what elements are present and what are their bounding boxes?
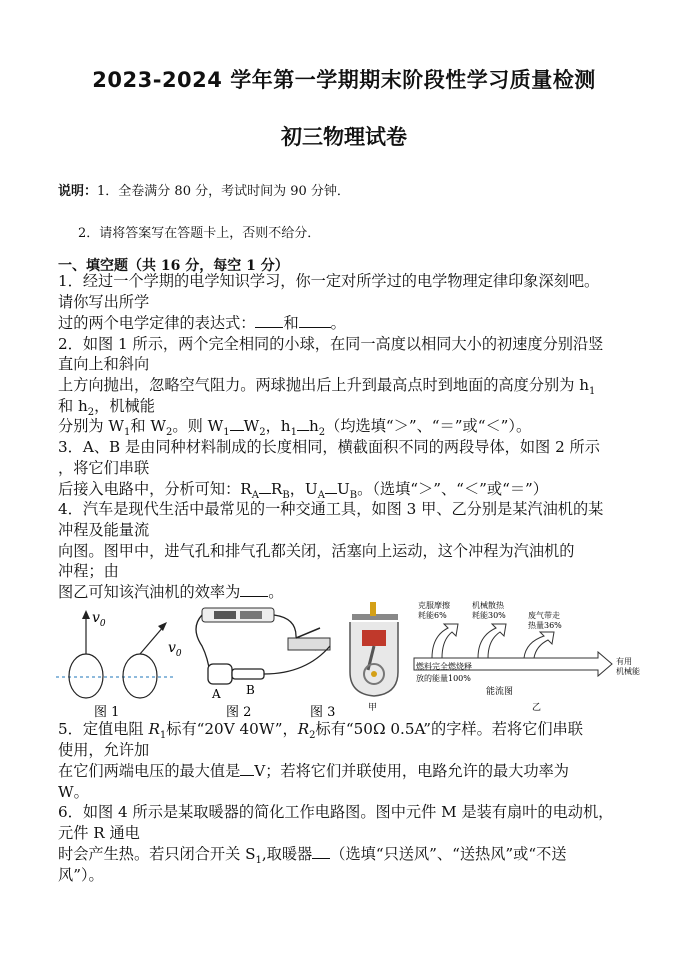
crank-center bbox=[371, 671, 377, 677]
q2-blank-1[interactable] bbox=[230, 429, 244, 431]
q2-text-4a: 和 h bbox=[58, 397, 88, 415]
q5-line-3 bbox=[58, 761, 569, 781]
q6-t3a: 时会产生热。若只闭合开关 S bbox=[58, 845, 256, 863]
arrow-up-head bbox=[82, 610, 90, 619]
flow-out3b: 热量36% bbox=[528, 621, 562, 630]
figure-2-label: 图 2 bbox=[226, 705, 252, 720]
q5-line-4: W。 bbox=[58, 783, 89, 801]
wire-left bbox=[196, 615, 210, 674]
flow-out2b: 耗能30% bbox=[472, 611, 506, 620]
q3-s4: B bbox=[349, 490, 358, 502]
q2-s6: 2 bbox=[318, 427, 326, 439]
spark-plug bbox=[370, 602, 376, 616]
q2-line-2: 直向上和斜向 bbox=[58, 355, 150, 373]
notes-line-2: 2．请将答案写在答题卡上，否则不给分． bbox=[78, 226, 321, 241]
q3-t3e: 。（选填“＞”、“＜”或“＝”） bbox=[357, 480, 548, 498]
q6-t3c: （选填“只送风”、“送热风”或“不送 bbox=[330, 845, 567, 863]
switch-lever bbox=[296, 628, 320, 638]
figures-row bbox=[56, 598, 640, 722]
flow-out1b: 耗能6% bbox=[418, 611, 447, 620]
q1-line-1: 1．经过一个学期的电学知识学习，你一定对所学过的电学物理定律印象深刻吧。 bbox=[58, 272, 600, 290]
ball-left bbox=[69, 654, 103, 698]
conductor-B bbox=[232, 669, 264, 679]
q2-s4: 2 bbox=[259, 427, 266, 439]
q5-t1a: 5．定值电阻 bbox=[58, 720, 149, 738]
figure-1-label: 图 1 bbox=[94, 705, 120, 720]
switch-base bbox=[288, 638, 330, 650]
q2-s2: 2 bbox=[166, 427, 173, 439]
q6-line-4: 风”）。 bbox=[58, 866, 104, 884]
q3-line-2: ，将它们串联 bbox=[58, 459, 150, 477]
q3-s1: A bbox=[251, 490, 259, 502]
q6-blank[interactable] bbox=[312, 857, 330, 859]
q2-s5: 1 bbox=[290, 427, 297, 439]
q2-t5d: W bbox=[243, 417, 260, 435]
section-heading: 一、填空题（共 16 分，每空 1 分） bbox=[58, 258, 289, 274]
q5-t1c: 标有“50Ω 0.5A”的字样。若将它们串联 bbox=[315, 720, 583, 738]
q3-t3a: 后接入电路中，分析可知：R bbox=[58, 480, 252, 498]
q5-t3b: V；若将它们并联使用，电路允许的最大功率为 bbox=[254, 762, 569, 780]
q5-line-2: 使用，允许加 bbox=[58, 741, 150, 759]
q2-line-1: 2．如图 1 所示，两个完全相同的小球，在同一高度以相同大小的初速度分别沿竖 bbox=[58, 335, 604, 353]
figure-3-energy-flow bbox=[414, 600, 640, 713]
q5-blank-1[interactable] bbox=[240, 774, 254, 776]
label-B: B bbox=[246, 683, 255, 697]
q1-line-2: 请你写出所学 bbox=[58, 293, 150, 311]
q5-r2-sub: 2 bbox=[309, 730, 316, 742]
q4-blank[interactable] bbox=[240, 595, 268, 597]
q6-line-1: 6．如图 4 所示是某取暖器的简化工作电路图。图中元件 M 是装有扇叶的电动机， bbox=[58, 803, 614, 821]
piston bbox=[362, 630, 386, 646]
flow-input-1: 燃料完全燃烧释 bbox=[416, 662, 472, 671]
jia-label: 甲 bbox=[368, 703, 378, 713]
q3-blank-1[interactable] bbox=[259, 492, 271, 494]
q2-blank-2[interactable] bbox=[297, 429, 309, 431]
flow-branch-3 bbox=[524, 632, 554, 658]
q5-t1b: 标有“20V 40W”， bbox=[166, 720, 298, 738]
q3-line-1: 3．A、B 是由同种材料制成的长度相同，横截面积不同的两段导体，如图 2 所示 bbox=[58, 438, 600, 456]
q3-t3c: ，U bbox=[289, 480, 318, 498]
figure-2 bbox=[196, 608, 330, 720]
q1-blank-1[interactable] bbox=[255, 326, 283, 328]
q4-t5a: 图乙可知该汽油机的效率为 bbox=[58, 583, 241, 601]
arrow-oblique bbox=[140, 626, 164, 654]
arrow-oblique-head bbox=[158, 622, 167, 631]
figure-3-engine bbox=[350, 602, 398, 713]
battery-cell bbox=[214, 611, 236, 619]
q6-line-2: 元件 R 通电 bbox=[58, 824, 140, 842]
yi-label: 乙 bbox=[532, 703, 542, 713]
q2-t5g: （均选填“＞”、“＝”或“＜”）。 bbox=[325, 417, 532, 435]
flow-useful-1: 有用 bbox=[616, 657, 632, 666]
q1-end: 。 bbox=[330, 314, 346, 332]
q4-line-2: 冲程及能量流 bbox=[58, 521, 150, 539]
q6-t3b: ,取暖器 bbox=[261, 845, 313, 863]
q2-t5c: 。则 W bbox=[172, 417, 224, 435]
q2-text-4b: ，机械能 bbox=[94, 397, 155, 415]
q6-line-3 bbox=[58, 844, 567, 871]
v0-label-2: $v_0$ bbox=[168, 640, 182, 659]
flow-out2a: 机械散热 bbox=[472, 601, 504, 610]
q3-t3d: U bbox=[336, 480, 350, 498]
q2-t5a: 分别为 W bbox=[58, 417, 125, 435]
figure-3-label: 图 3 bbox=[310, 705, 336, 720]
q5-t3a: 在它们两端电压的最大值是 bbox=[58, 762, 241, 780]
notes-label: 说明： bbox=[58, 184, 98, 199]
q1-blank-2[interactable] bbox=[299, 326, 331, 328]
q3-blank-2[interactable] bbox=[325, 492, 337, 494]
q6-s1: 1 bbox=[255, 855, 262, 867]
q3-s3: A bbox=[317, 490, 325, 502]
q3-s2: B bbox=[282, 490, 290, 502]
battery-box bbox=[202, 608, 274, 622]
flow-out3a: 废气带走 bbox=[528, 611, 560, 620]
q1-and: 和 bbox=[283, 314, 299, 332]
q1-text: 过的两个电学定律的表达式： bbox=[58, 314, 256, 332]
flow-branch-1 bbox=[432, 624, 458, 658]
flow-useful-2: 机械能 bbox=[616, 667, 640, 676]
q2-s1: 1 bbox=[124, 427, 131, 439]
flow-out1a: 克服摩擦 bbox=[418, 601, 450, 610]
v0-label-1: $v_0$ bbox=[92, 610, 106, 629]
notes-line-1 bbox=[58, 180, 350, 199]
battery-cell-2 bbox=[240, 611, 262, 619]
flow-branch-2 bbox=[478, 624, 506, 658]
q5-r1-sub: 1 bbox=[159, 730, 167, 742]
flow-input-2: 放的能量100% bbox=[416, 674, 471, 683]
q2-s3: 1 bbox=[223, 427, 230, 439]
q4-line-4: 冲程；由 bbox=[58, 562, 119, 580]
q2-sub-h1: 1 bbox=[588, 386, 596, 398]
q2-text-3: 上方向抛出，忽略空气阻力。两球抛出后上升到最高点时到地面的高度分别为 h bbox=[58, 376, 589, 394]
figure-1 bbox=[56, 610, 182, 720]
conductor-A bbox=[208, 664, 232, 684]
q2-t5f: h bbox=[308, 417, 319, 435]
q3-t3b: R bbox=[270, 480, 283, 498]
q4-line-1: 4．汽车是现代生活中最常见的一种交通工具，如图 3 甲、乙分别是某汽油机的某 bbox=[58, 500, 604, 518]
q4-t5b: 。 bbox=[268, 583, 284, 601]
notes-text-1: 1．全卷满分 80 分，考试时间为 90 分钟． bbox=[97, 184, 350, 199]
exam-title: 2023-2024 学年第一学期期末阶段性学习质量检测 bbox=[92, 68, 596, 92]
q2-t5e: ，h bbox=[265, 417, 291, 435]
q5-r1: R bbox=[148, 720, 160, 738]
q4-line-3: 向图。图甲中，进气孔和排气孔都关闭，活塞向上运动，这个冲程为汽油机的 bbox=[58, 542, 575, 560]
exam-subtitle: 初三物理试卷 bbox=[281, 124, 407, 149]
ball-right bbox=[123, 654, 157, 698]
q1-line-3 bbox=[58, 313, 346, 333]
q5-r2: R bbox=[297, 720, 310, 738]
q2-sub-h2: 2 bbox=[87, 407, 95, 419]
q2-t5b: 和 W bbox=[130, 417, 167, 435]
label-A: A bbox=[212, 687, 221, 701]
flow-title: 能流图 bbox=[486, 687, 514, 697]
